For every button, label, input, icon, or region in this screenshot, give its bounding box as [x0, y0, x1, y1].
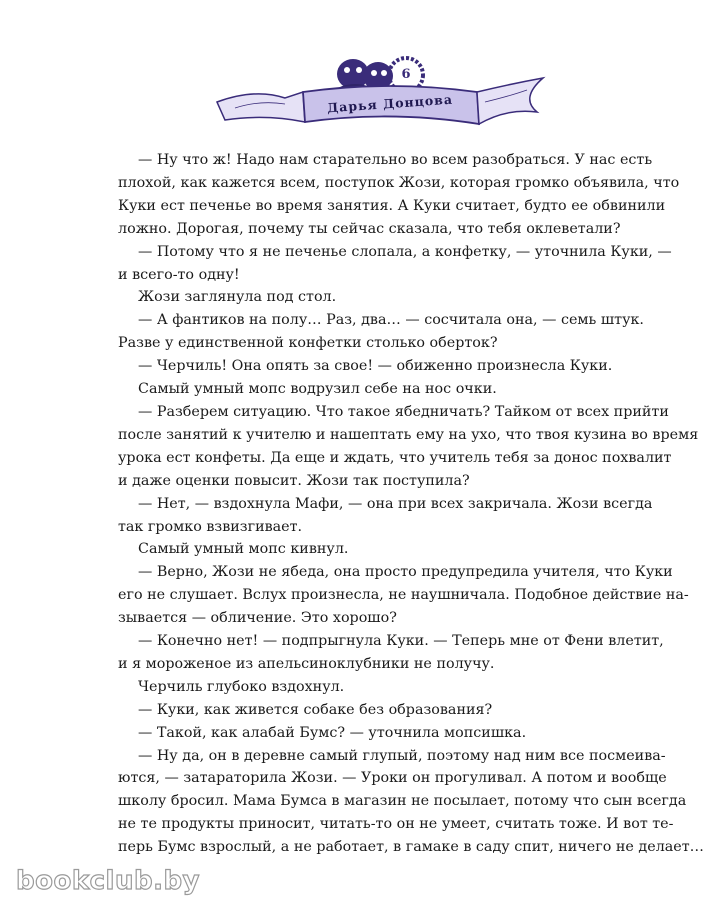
text-line: — Куки, как живется собаке без образования? [138, 701, 493, 718]
text-line: и всего-то одну! [118, 266, 240, 283]
text-line: — Верно, Жози не ябеда, она просто предупредила учителя, что Куки [138, 564, 673, 581]
text-line: — Разберем ситуацию. Что такое ябедничать? Тайком от всех прийти [138, 403, 669, 420]
text-line: ются, — затараторила Жози. — Уроки он прогуливал. А потом и вообще [118, 770, 667, 787]
text-line: его не слушает. Вслух произнесла, не наушничала. Подобное действие на- [118, 587, 689, 604]
page-header [215, 40, 545, 135]
text-line: — Нет, — вздохнула Мафи, — она при всех закричала. Жози всегда [138, 495, 653, 512]
watermark: bookclub.by [16, 866, 201, 896]
text-line: плохой, как кажется всем, поступок Жози, которая громко объявила, что [118, 174, 680, 191]
text-line: и даже оценки повысит. Жози так поступила? [118, 472, 470, 489]
ribbon-illustration [215, 40, 545, 135]
text-line: Черчиль глубоко вздохнул. [138, 678, 345, 695]
text-line: не те продукты приносит, читать-то он не умеет, считать тоже. И вот те- [118, 816, 674, 833]
text-line: — Потому что я не печенье слопала, а конфетку, — уточнила Куки, — [138, 243, 672, 260]
text-line: — Ну что ж! Надо нам старательно во всем разобраться. У нас есть [138, 152, 653, 168]
text-line: перь Бумс взрослый, а не работает, в гамаке в саду спит, ничего не делает… [118, 839, 704, 856]
text-line: — Черчиль! Она опять за свое! — обиженно произнесла Куки. [138, 358, 613, 375]
text-line: — Конечно нет! — подпрыгнула Куки. — Теперь мне от Фени влетит, [138, 633, 664, 650]
text-line: Самый умный мопс водрузил себе на нос очки. [138, 381, 497, 398]
text-line: Куки ест печенье во время занятия. А Куки считает, будто ее обвинили [118, 197, 666, 214]
body-text [118, 149, 704, 859]
page-number: 6 [401, 67, 411, 82]
author-name: Дарья Донцова [326, 91, 454, 116]
text-line: — А фантиков на полу… Раз, два… — сосчитала она, — семь штук. [138, 312, 644, 329]
text-line: ложно. Дорогая, почему ты сейчас сказала, что тебя оклеветали? [118, 220, 621, 237]
text-line: — Ну да, он в деревне самый глупый, поэтому над ним все посмеива- [138, 747, 666, 764]
text-line: после занятий к учителю и нашептать ему на ухо, что твоя кузина во время [118, 426, 699, 443]
text-line: так громко взвизгивает. [118, 518, 303, 535]
text-line: школу бросил. Мама Бумса в магазин не посылает, потому что сын всегда [118, 793, 687, 810]
text-line: Разве у единственной конфетки столько оберток? [118, 335, 498, 352]
text-line: урока ест конфеты. Да еще и ждать, что учитель тебя за донос похвалит [118, 449, 672, 466]
text-line: и я мороженое из апельсиноклубники не получу. [118, 655, 495, 672]
text-line: зывается — обличение. Это хорошо? [118, 610, 397, 627]
text-line: — Такой, как алабай Бумс? — уточнила мопсишка. [138, 724, 527, 741]
text-line: Самый умный мопс кивнул. [138, 541, 349, 558]
text-line: Жози заглянула под стол. [138, 289, 337, 306]
